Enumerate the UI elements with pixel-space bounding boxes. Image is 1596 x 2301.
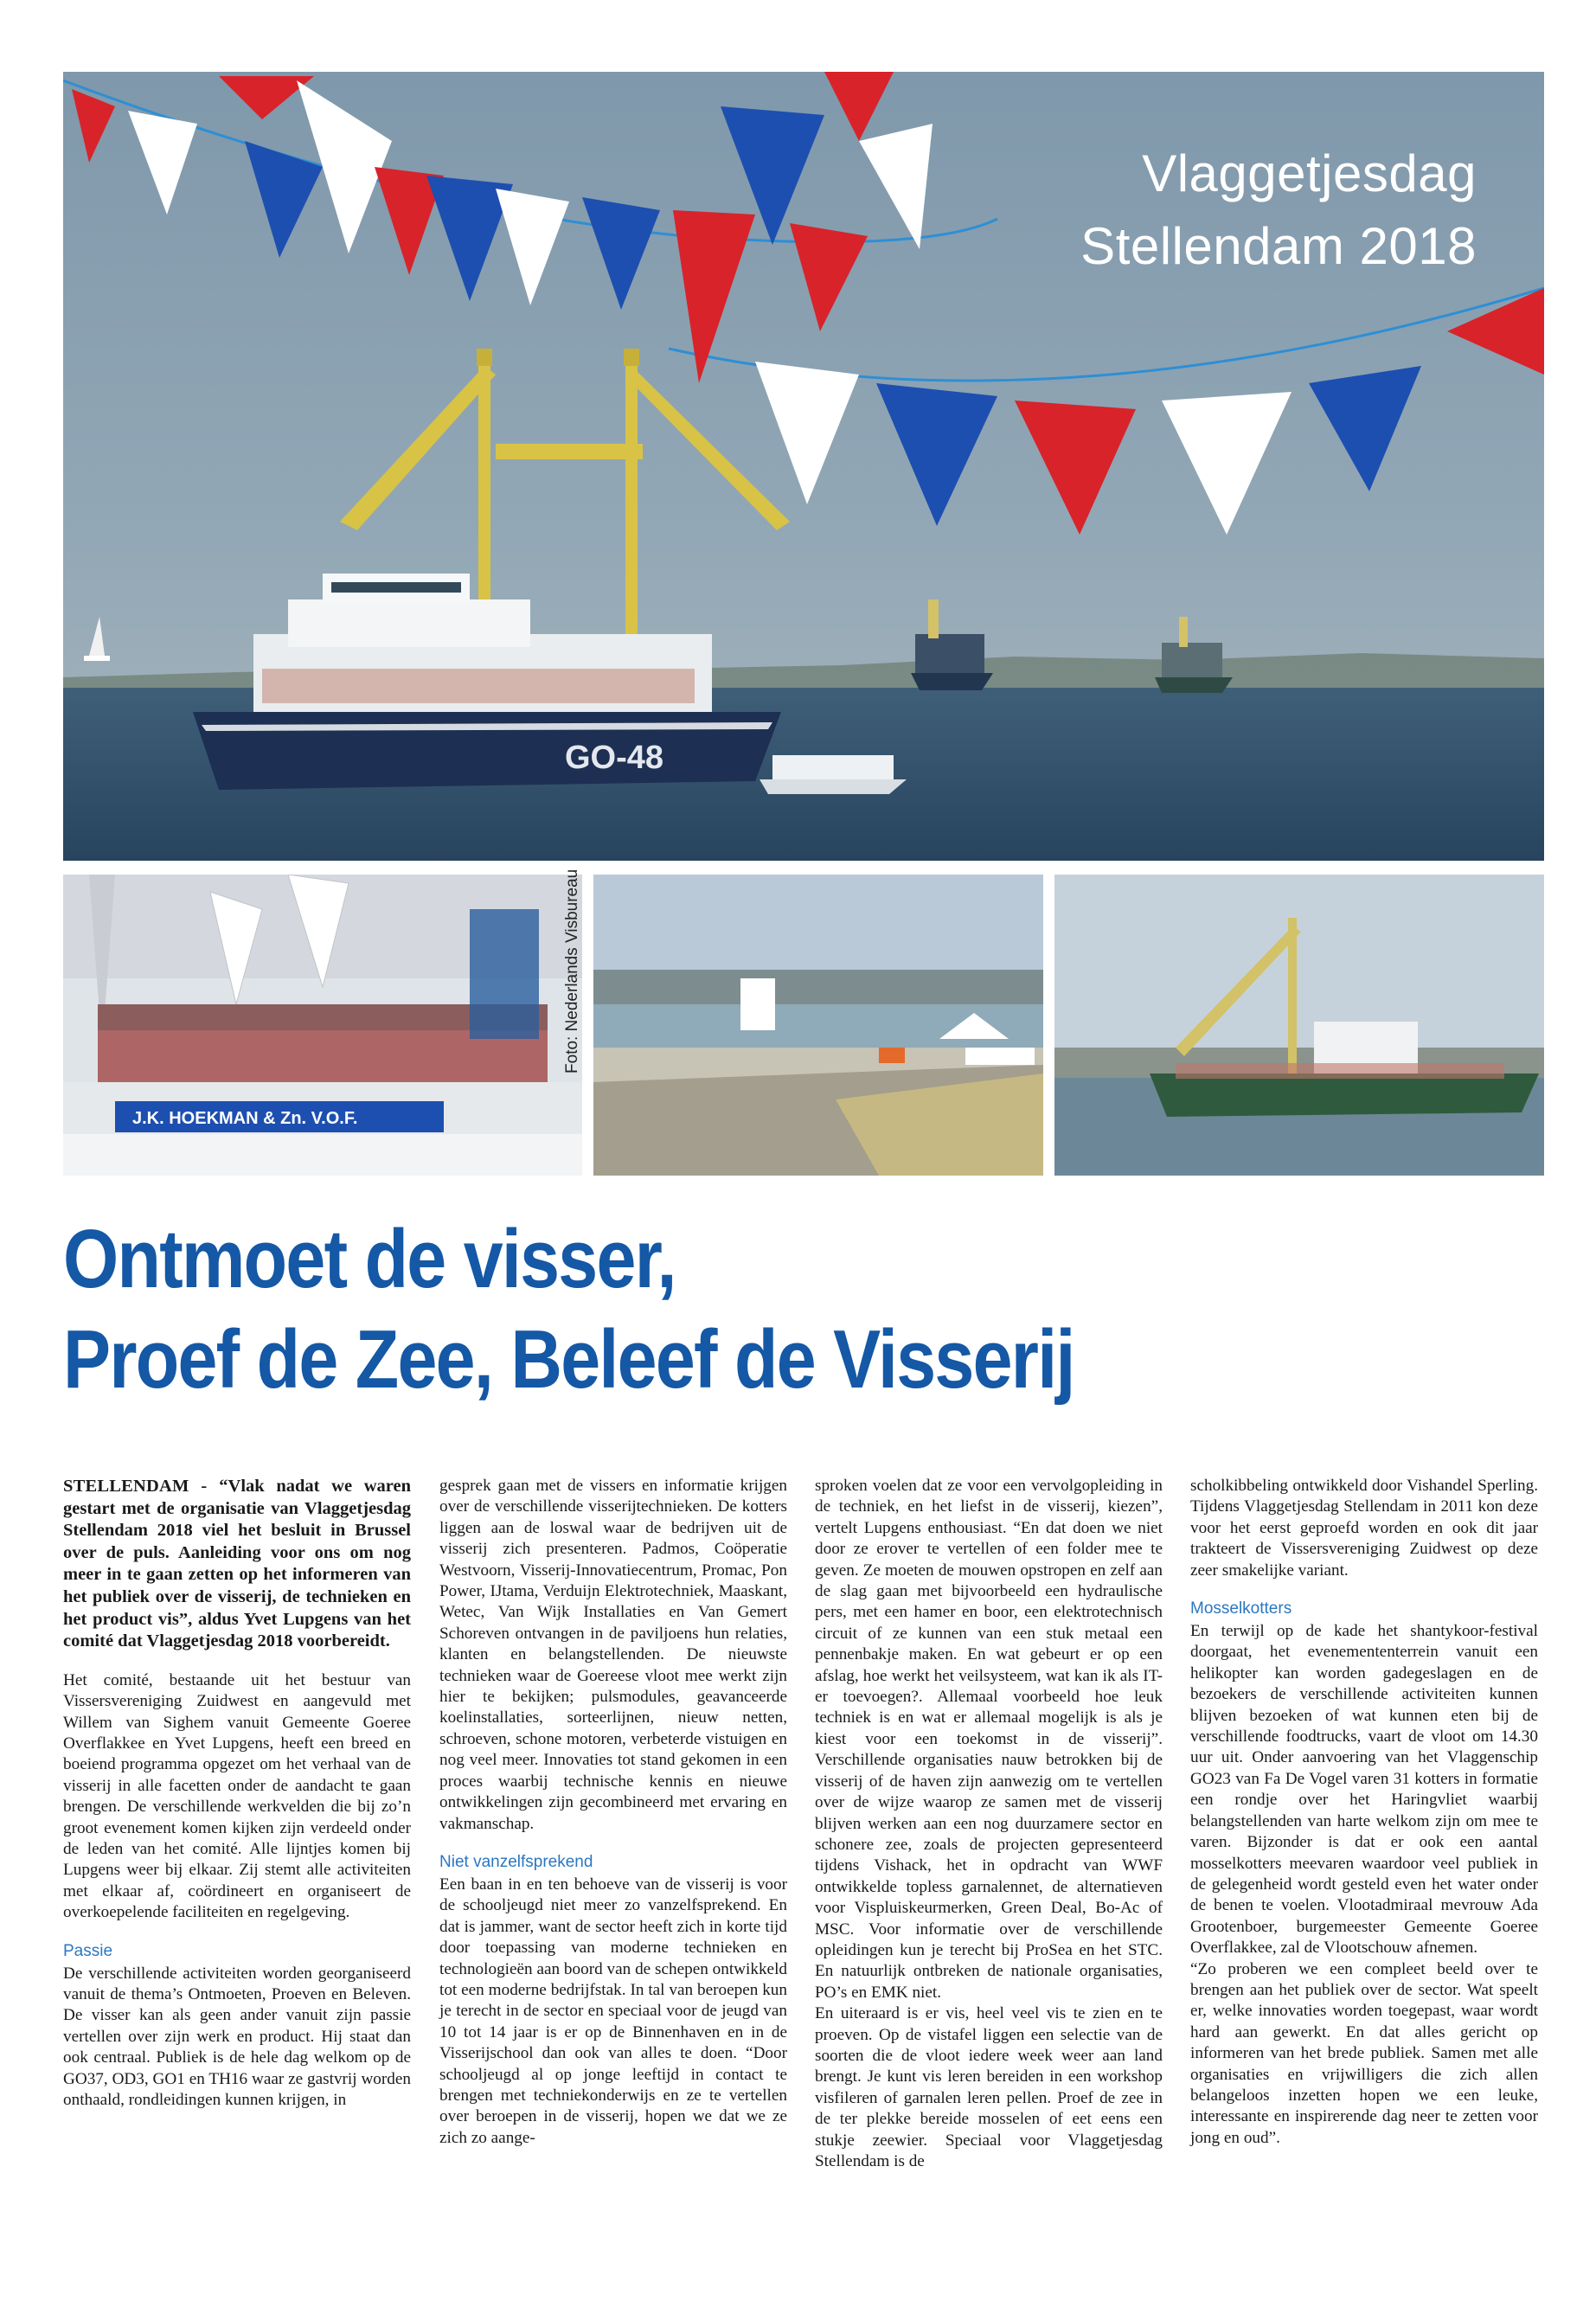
headline-line-1: Ontmoet de visser, <box>63 1213 676 1305</box>
boat-registration: GO-48 <box>565 740 664 776</box>
paragraph-quote: “Zo proberen we een compleet beeld over te brengen aan het publiek over de sector. Wat speelt er, welke innovaties worden toegepast, waar wordt hard aan gewerkt. En dat alles gericht op informeren van het brede publiek. Samen met alle organisaties en vrijwilligers die zich allen belangeloos inzetten hopen we een leuke, interessante en inspirerende dag neer te zetten voor jong en oud”. <box>1190 1959 1538 2147</box>
paragraph-comite: Het comité, bestaande uit het bestuur van Vissersvereniging Zuidwest en aangevuld met Willem van Sighem vanuit Gemeente Goeree Overflakkee en Yvet Lupgens, heeft een breed en boeiend programma opgezet om het verhaal van de visserij in alle facetten onder de aandacht te gaan brengen. De verschillende werkvelden die bij zo’n groot evenement komen kijken zijn verdeeld onder de leden van het comité. Alle lijntjes komen bij Lupgens weer bij elkaar. Zij stemt alle activiteiten met elkaar af, coördineert en organiseert de overkoepelende faciliteiten en regelgeving. <box>63 1670 411 1922</box>
subheading-passie: Passie <box>63 1941 113 1960</box>
subheading-mosselkotters: Mosselkotters <box>1190 1599 1292 1618</box>
paragraph-gesprek: gesprek gaan met de vissers en informatie krijgen over de verschillende visserijtechnieken. De kotters liggen aan de loswal waar de bedrijven uit de visserij zich presenteren. Padmos, Coöperatie Westvoorn, Visserij-Innovatiecentrum, Promac, Pon Power, IJtama, Verduijn Elektrotechniek, Maaskant, Wetec, Van Wijk Installaties en Van Gemert Schoreven ontvangen in de paviljoens hun relaties, klanten en belangstellenden. De nieuwste technieken waar de Goereese vloot mee werkt zijn hier te bekijken; pulsmodules, geavanceerde koelinstallaties, sorteerlijnen, nieuw netten, schroeven, schone motoren, verbeterde vistuigen en nog veel meer. Innovaties tot stand gekomen in een proces waarbij technische kennis en nieuwe ontwikkelingen zijn gecombineerd met ervaring en vakmanschap. <box>439 1477 787 1833</box>
photo-crowd-on-boat <box>63 868 582 1176</box>
paragraph-kade: En terwijl op de kade het shantykoor-festival doorgaat, het evenemententerrein vanuit een helikopter kan worden gadegeslagen en de bezoekers de verschillende activiteiten kunnen blijven bezoeken of wat kunnen eten bij de verschillende foodtrucks, vaart de vloot om 14.30 uur uit. Onder aanvoering van het Vlaggenschip GO23 van Fa De Vogel varen 31 kotters in formatie een rondje over het Haringvliet waarbij belangstellenden van harte welkom zijn om mee te varen. Bijzonder is dat er ook een aantal mosselkotters meevaren waardoor veel publiek in de gelegenheid wordt gesteld even het water onder de benen te voelen. Vlootadmiraal mevrouw Ada Grootenboer, burgemeester Gemeente Goeree Overflakkee, zal de Vlootschouw afnemen. <box>1190 1622 1538 1958</box>
hero-title <box>1080 138 1477 283</box>
paragraph-baan: Een baan in en ten behoeve van de visserij is voor de schooljeugd niet meer zo vanzelfsprekend. En dat is jammer, want de sector heeft zich in korte tijd door toepassing van moderne technieken en technologieën aan boord van de schepen ontwikkeld tot een moderne bedrijfstak. In tal van beroepen kun je terecht in de sector en speciaal voor de jeugd van 10 tot 14 jaar is er op de Binnenhaven en in de Visserijschool dan ook van alles te doen. “Door schooljeugd al op jonge leeftijd in contact te brengen met techniekonderwijs en ze te vertellen over beroepen in de visserij, hopen we dat we ze zich zo aange- <box>439 1875 787 2147</box>
paragraph-passie: De verschillende activiteiten worden georganiseerd vanuit de thema’s Ontmoeten, Proeven en Beleven. De visser kan als geen ander vanuit zijn passie vertellen over zijn werk en product. Hij staat dan ook centraal. Publiek is de hele dag welkom op de GO37, OD3, GO1 en TH16 waar ze gastvrij worden onthaald, rondleidingen kunnen krijgen, in <box>63 1964 411 2110</box>
paragraph-sproken: sproken voelen dat ze voor een vervolgopleiding in de techniek, en het liefst in de visserij, kiezen”, vertelt Lupgens enthousiast. “En dat doen we niet door ze erover te vertellen of een folder mee te geven. Ze moeten de mouwen opstropen en zelf aan de slag gaan met bijvoorbeeld een hydraulische pers, met een hamer en boor, een elektrotechnisch circuit of ze kunnen van een stuk metaal een pennenbakje maken. En wat gebeurt er op een afslag, hoe werkt het veilsysteem, wat kan ik als IT-er toevoegen?. Allemaal voorbeeld hoe leuk techniek is en wat er allemaal mogelijk is als je kiest voor een toekomst in de visserij”. Verschillende organisaties nauw betrokken bij de visserij of de haven zijn aanwezig om te vertellen over de wijze waarop ze samen met de visserij blijven werken aan een nog duurzamere sector en schonere zee, zoals de projecten gepresenteerd tijdens Vishack, het in opdracht van WWF ontwikkelde topless garnalennet, de alternatieven voor Vispluiskeurmerken, Green Deal, Bo-Ac of MSC. Voor informatie over de verschillende opleidingen kun je terecht bij ProSea en het STC. En natuurlijk ontbreken de nationale organisaties, PO’s en EMK niet. <box>815 1477 1163 2002</box>
paragraph-kibbeling: scholkibbeling ontwikkeld door Vishandel Sperling. Tijdens Vlaggetjesdag Stellendam in 2011 kon deze voor het eerst geproefd worden en ook dit jaar trakteert de Vissersvereniging Zuidwest op deze zeer smakelijke variant. <box>1190 1477 1538 1580</box>
paragraph-vis: En uiteraard is er vis, heel veel vis te zien en te proeven. Op de vistafel liggen een selectie van de soorten die de vloot iedere week weer aan land brengt. Je kunt vis leren bereiden in een workshop visfileren of garnalen leren pellen. Proef de zee in de ter plekke bereide mosselen of eet eens een stukje zeewier. Speciaal voor Vlaggetjesdag Stellendam is de <box>815 2004 1163 2170</box>
article-column-2 <box>439 1476 787 2149</box>
photo-trawler-green <box>1054 875 1544 1176</box>
photo-credit-text: Foto: Nederlands Visbureau <box>563 868 581 1074</box>
headline-line-2: Proef de Zee, Beleef de Visserij <box>63 1313 1074 1406</box>
article-lead <box>63 1476 411 1653</box>
article-column-4 <box>1190 1476 1538 2149</box>
article-headline <box>63 1209 1336 1410</box>
article-column-3 <box>815 1476 1163 2172</box>
subheading-niet-vanzelfsprekend: Niet vanzelfsprekend <box>439 1852 593 1871</box>
dateline: STELLENDAM - <box>63 1477 220 1496</box>
hero-title-line-1: Vlaggetjesdag <box>1142 144 1477 202</box>
hero-photo <box>63 72 1544 861</box>
photo-harbour-quay <box>593 875 1043 1176</box>
lead-text: “Vlak nadat we waren gestart met de organisatie van Vlaggetjesdag Stellendam 2018 viel het besluit in Brussel over de puls. Aanleiding voor ons om nog meer in te gaan zetten op het informeren van het publiek over de visserij, de technieken en het product vis”, aldus Yvet Lupgens van het comité dat Vlaggetjesdag 2018 voorbereidt. <box>63 1477 412 1651</box>
photo1-banner-text: J.K. HOEKMAN & Zn. V.O.F. <box>132 1109 358 1128</box>
photo-credit <box>558 868 586 1074</box>
article-column-1 <box>63 1476 411 2111</box>
hero-title-line-2: Stellendam 2018 <box>1080 217 1477 275</box>
